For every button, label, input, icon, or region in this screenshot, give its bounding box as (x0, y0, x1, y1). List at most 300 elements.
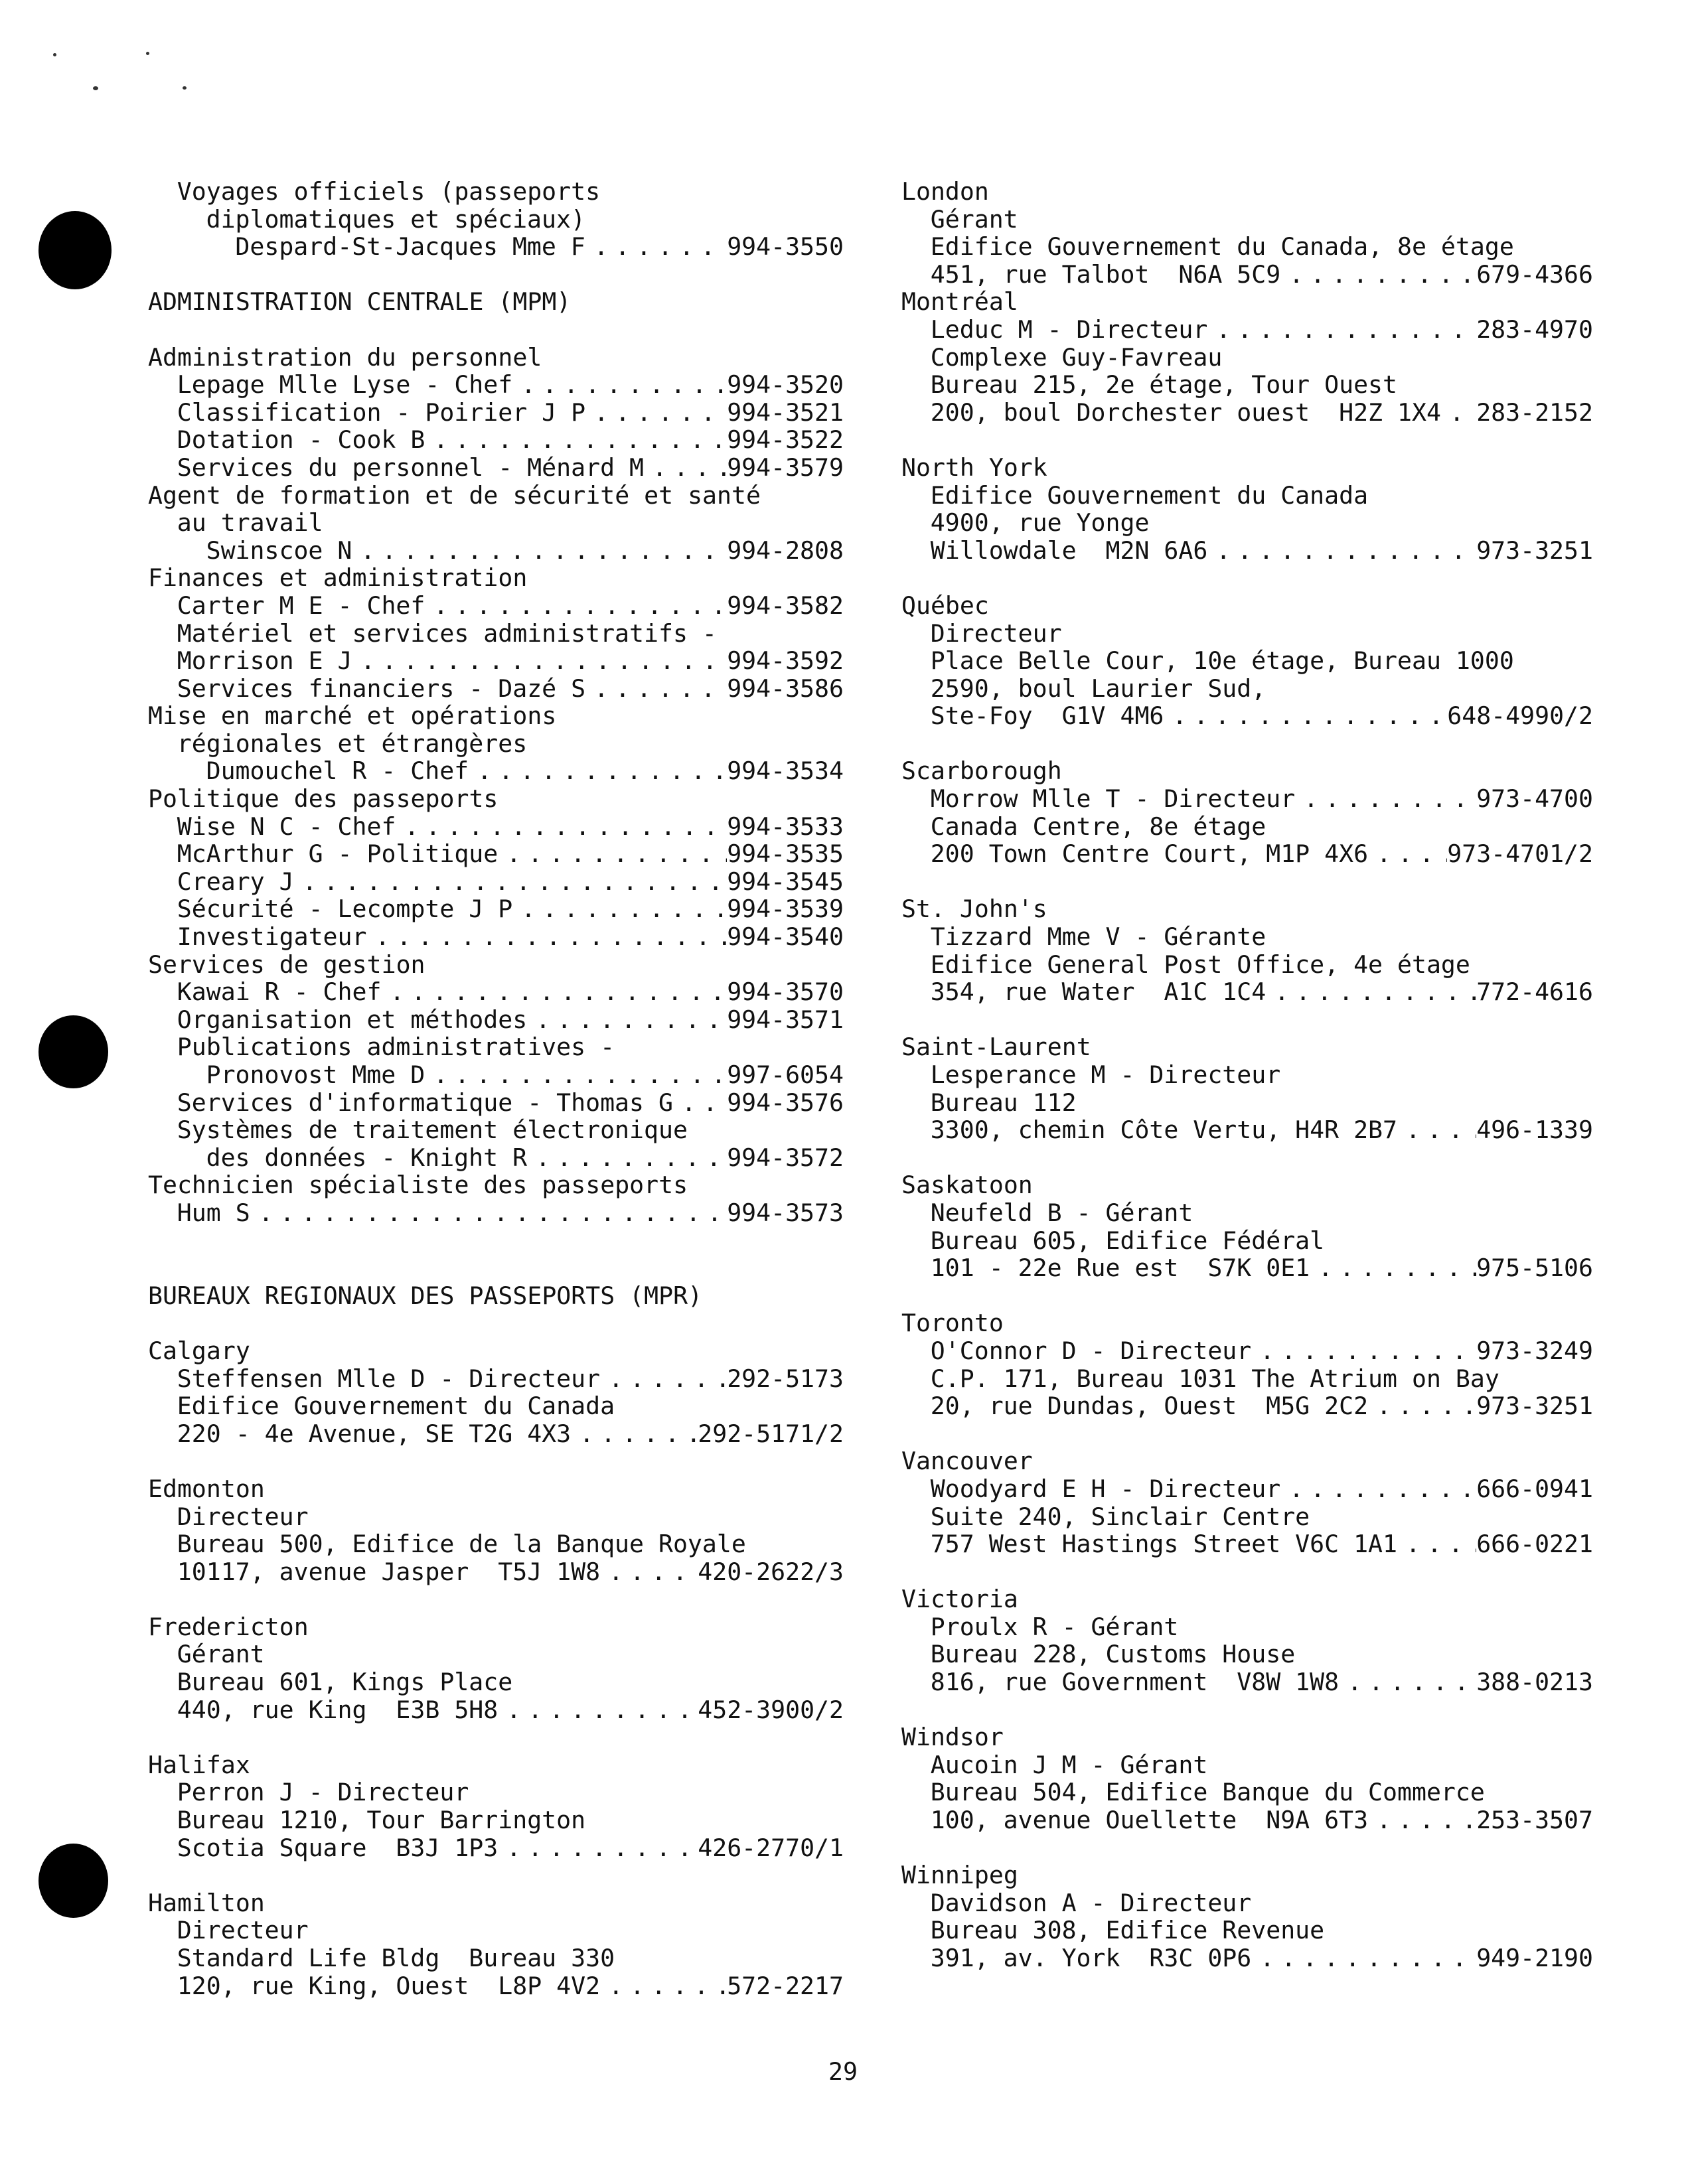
phone-number: 994-3570 (727, 978, 844, 1007)
directory-text-line (901, 371, 1593, 399)
entry-text: 2590, boul Laurier Sud, (930, 674, 1266, 703)
directory-text-line (148, 1917, 844, 1944)
entry-text: Mise en marché et opérations (148, 701, 557, 731)
spacer (901, 1144, 1593, 1172)
entry-text: 757 West Hastings Street V6C 1A1 (930, 1530, 1397, 1559)
entry-text: Technicien spécialiste des passeports (148, 1171, 688, 1200)
section-heading (901, 1309, 1593, 1337)
directory-text-line (901, 509, 1593, 537)
directory-entry (148, 454, 844, 482)
directory-entry (148, 813, 844, 841)
directory-text-line (901, 647, 1593, 675)
phone-number: 666-0941 (1476, 1474, 1593, 1503)
entry-text: Investigateur (177, 922, 367, 952)
entry-text: 200 Town Centre Court, M1P 4X6 (930, 839, 1369, 869)
directory-text-line (901, 675, 1593, 703)
page-number: 29 (828, 2057, 858, 2086)
entry-text: Calgary (148, 1336, 250, 1365)
dot-leader (512, 371, 727, 399)
dot-leader (381, 978, 727, 1006)
directory-entry (901, 978, 1593, 1006)
entry-text: 120, rue King, Ouest L8P 4V2 (177, 1971, 601, 2000)
dot-leader (425, 426, 727, 454)
section-heading (148, 1475, 844, 1503)
dot-leader (366, 923, 727, 951)
phone-number: 666-0221 (1476, 1530, 1593, 1559)
directory-entry (901, 1337, 1593, 1365)
directory-text-line (901, 1089, 1593, 1117)
entry-text: Services du personnel - Ménard M (177, 453, 644, 482)
entry-text: Neufeld B - Gérant (930, 1198, 1193, 1227)
dot-leader (527, 1006, 727, 1034)
directory-entry (901, 399, 1593, 427)
entry-text: Canada Centre, 8e étage (930, 812, 1266, 841)
directory-entry (148, 895, 844, 923)
entry-text: Directeur (177, 1502, 309, 1531)
entry-text: Tizzard Mme V - Gérante (930, 922, 1266, 952)
phone-number: 949-2190 (1476, 1944, 1593, 1972)
entry-text: 3300, chemin Côte Vertu, H4R 2B7 (930, 1116, 1397, 1145)
spacer (148, 1447, 844, 1475)
entry-text: Hum S (177, 1198, 250, 1227)
dot-leader (352, 647, 728, 675)
spacer (148, 1227, 844, 1282)
entry-text: 20, rue Dundas, Ouest M5G 2C2 (930, 1392, 1369, 1421)
phone-number: 973-3251 (1476, 536, 1593, 565)
entry-text: Edifice General Post Office, 4e étage (930, 950, 1470, 979)
entry-text: 4900, rue Yonge (930, 508, 1150, 538)
directory-entry (148, 1365, 844, 1393)
entry-text: Winnipeg (901, 1861, 1018, 1890)
entry-text: Morrison E J (177, 646, 352, 676)
dot-leader (585, 233, 727, 261)
directory-text-line (148, 1503, 844, 1531)
phone-number: 388-0213 (1476, 1668, 1593, 1697)
directory-entry (148, 840, 844, 868)
phone-number: 496-1339 (1476, 1116, 1593, 1145)
spacer (901, 1006, 1593, 1034)
entry-text: Voyages officiels (passeports (177, 177, 601, 206)
directory-text-line (148, 1944, 844, 1972)
directory-text-line (901, 951, 1593, 979)
left-column (148, 178, 844, 2000)
directory-text-line (901, 1227, 1593, 1255)
entry-text: Organisation et méthodes (177, 1005, 528, 1034)
directory-entry (148, 1061, 844, 1089)
dot-leader (352, 537, 727, 565)
spacer (148, 1309, 844, 1337)
directory-entry (148, 426, 844, 454)
entry-text: Ste-Foy G1V 4M6 (930, 701, 1164, 731)
directory-text-line (901, 813, 1593, 841)
entry-text: Victoria (901, 1585, 1018, 1614)
entry-text: Classification - Poirier J P (177, 398, 586, 427)
entry-text: diplomatiques et spéciaux) (206, 204, 585, 234)
entry-text: 391, av. York R3C 0P6 (930, 1944, 1252, 1972)
entry-text: Edifice Gouvernement du Canada (930, 480, 1369, 510)
directory-entry (148, 647, 844, 675)
dot-leader (1368, 1806, 1476, 1834)
entry-text: régionales et étrangères (177, 729, 528, 758)
directory-text-line (901, 1365, 1593, 1393)
directory-text-line (148, 1116, 844, 1144)
phone-number: 452-3900/2 (698, 1695, 844, 1724)
dot-leader (1368, 840, 1447, 868)
directory-text-line (901, 1751, 1593, 1779)
entry-text: Bureau 1210, Tour Barrington (177, 1806, 586, 1835)
dot-leader (1164, 702, 1447, 730)
section-heading (148, 564, 844, 592)
entry-text: St. John's (901, 895, 1047, 924)
directory-entry (148, 1006, 844, 1034)
scan-speck (93, 86, 98, 90)
directory-text-line (148, 1392, 844, 1420)
dot-leader (600, 1365, 727, 1393)
entry-text: Edifice Gouvernement du Canada (177, 1392, 615, 1421)
section-heading (148, 1613, 844, 1641)
directory-text-line (901, 482, 1593, 510)
dot-leader (498, 1696, 698, 1724)
directory-text-line (148, 1033, 844, 1061)
binding-hole-bottom (38, 1844, 108, 1918)
entry-text: Place Belle Cour, 10e étage, Bureau 1000 (930, 646, 1514, 676)
phone-number: 994-3534 (727, 757, 844, 786)
directory-text-line (901, 344, 1593, 372)
entry-text: Bureau 504, Edifice Banque du Commerce (930, 1778, 1485, 1807)
entry-text: Woodyard E H - Directeur (930, 1474, 1281, 1503)
dot-leader (1280, 1475, 1476, 1503)
dot-leader (1207, 316, 1476, 344)
entry-text: Directeur (930, 619, 1062, 648)
phone-number: 283-4970 (1476, 315, 1593, 344)
entry-text: 220 - 4e Avenue, SE T2G 4X3 (177, 1419, 572, 1448)
dot-leader (425, 592, 727, 620)
dot-leader (1266, 978, 1476, 1006)
section-heading (901, 178, 1593, 206)
scan-speck (53, 53, 56, 56)
phone-number: 975-5106 (1476, 1254, 1593, 1283)
entry-text: au travail (177, 508, 323, 538)
entry-text: ADMINISTRATION CENTRALE (MPM) (148, 287, 572, 317)
entry-text: 100, avenue Ouellette N9A 6T3 (930, 1806, 1369, 1835)
directory-entry (901, 537, 1593, 565)
entry-text: Bureau 112 (930, 1088, 1077, 1117)
phone-number: 994-3522 (727, 425, 844, 455)
directory-entry (901, 785, 1593, 813)
section-heading (148, 785, 844, 813)
directory-entry (148, 1834, 844, 1862)
section-heading (901, 1861, 1593, 1889)
directory-text-line (148, 206, 844, 234)
entry-text: Lepage Mlle Lyse - Chef (177, 370, 513, 400)
entry-text: O'Connor D - Directeur (930, 1336, 1252, 1365)
entry-text: Scotia Square B3J 1P3 (177, 1833, 498, 1862)
entry-text: Standard Life Bldg Bureau 330 (177, 1944, 615, 1972)
entry-text: Dotation - Cook B (177, 425, 425, 455)
entry-text: Edifice Gouvernement du Canada, 8e étage (930, 232, 1514, 261)
entry-text: London (901, 177, 989, 206)
directory-entry (148, 371, 844, 399)
section-heading (901, 454, 1593, 482)
scan-speck (146, 52, 149, 55)
phone-number: 679-4366 (1476, 259, 1593, 289)
dot-leader (1339, 1668, 1476, 1696)
entry-text: Montréal (901, 287, 1018, 317)
entry-text: Kawai R - Chef (177, 978, 382, 1007)
phone-number: 973-4701/2 (1447, 839, 1593, 869)
entry-text: BUREAUX REGIONAUX DES PASSEPORTS (MPR) (148, 1281, 703, 1310)
entry-text: Bureau 601, Kings Place (177, 1668, 513, 1697)
entry-text: 101 - 22e Rue est S7K 0E1 (930, 1254, 1310, 1283)
directory-text-line (901, 206, 1593, 234)
phone-number: 973-3249 (1476, 1336, 1593, 1365)
spacer (901, 426, 1593, 454)
directory-entry (148, 1558, 844, 1586)
directory-entry (148, 675, 844, 703)
phone-number: 994-3535 (727, 839, 844, 869)
entry-text: Wise N C - Chef (177, 812, 396, 841)
entry-text: Windsor (901, 1723, 1004, 1752)
phone-number: 292-5173 (727, 1364, 844, 1393)
section-heading (148, 1751, 844, 1779)
directory-text-line (901, 923, 1593, 951)
spacer (148, 316, 844, 344)
directory-text-line (148, 1640, 844, 1668)
directory-text-line (148, 509, 844, 537)
directory-text-line (148, 1668, 844, 1696)
directory-text-line (148, 1530, 844, 1558)
entry-text: Pronovost Mme D (206, 1060, 425, 1089)
entry-text: 354, rue Water A1C 1C4 (930, 978, 1266, 1007)
directory-entry (148, 399, 844, 427)
entry-text: Scarborough (901, 757, 1062, 786)
entry-text: Sécurité - Lecompte J P (177, 895, 513, 924)
entry-text: Politique des passeports (148, 784, 498, 814)
directory-entry (148, 592, 844, 620)
directory-text-line (901, 1640, 1593, 1668)
phone-number: 994-3539 (727, 895, 844, 924)
directory-entry (148, 1420, 844, 1448)
entry-text: Systèmes de traitement électronique (177, 1116, 688, 1145)
directory-entry (901, 1254, 1593, 1282)
directory-entry (901, 1806, 1593, 1834)
entry-text: Publications administratives - (177, 1033, 615, 1062)
spacer (148, 1585, 844, 1613)
dot-leader (1397, 1530, 1476, 1558)
phone-number: 994-3573 (727, 1198, 844, 1227)
section-heading (901, 592, 1593, 620)
dot-leader (527, 1144, 727, 1172)
phone-number: 994-3571 (727, 1005, 844, 1034)
section-heading (148, 1337, 844, 1365)
section-heading (901, 895, 1593, 923)
entry-text: Services financiers - Dazé S (177, 674, 586, 703)
section-heading (148, 344, 844, 372)
directory-text-line (148, 1779, 844, 1806)
directory-entry (901, 316, 1593, 344)
entry-text: Saskatoon (901, 1171, 1033, 1200)
dot-leader (600, 1972, 727, 2000)
dot-leader (425, 1061, 727, 1089)
dot-leader (498, 840, 727, 868)
directory-text-line (901, 1889, 1593, 1917)
entry-text: Bureau 605, Edifice Fédéral (930, 1226, 1325, 1255)
dot-leader (396, 813, 727, 841)
entry-text: Carter M E - Chef (177, 591, 425, 620)
dot-leader (571, 1420, 698, 1448)
phone-number: 648-4990/2 (1447, 701, 1593, 731)
phone-number: 772-4616 (1476, 978, 1593, 1007)
directory-text-line (901, 233, 1593, 261)
binding-hole-middle (38, 1015, 108, 1088)
section-heading (901, 1585, 1593, 1613)
directory-entry (901, 702, 1593, 730)
phone-number: 994-3592 (727, 646, 844, 676)
section-heading (148, 702, 844, 730)
spacer (148, 1861, 844, 1889)
entry-text: des données - Knight R (206, 1143, 528, 1172)
directory-entry (148, 1199, 844, 1227)
section-heading (148, 1282, 844, 1310)
phone-number: 994-3521 (727, 398, 844, 427)
spacer (901, 1282, 1593, 1310)
section-heading (148, 1889, 844, 1917)
directory-entry (148, 978, 844, 1006)
entry-text: Finances et administration (148, 563, 528, 593)
directory-entry (148, 1089, 844, 1117)
entry-text: Directeur (177, 1916, 309, 1945)
section-heading (901, 1447, 1593, 1475)
directory-text-line (148, 178, 844, 206)
directory-text-line (148, 1806, 844, 1834)
directory-text-line (901, 1613, 1593, 1641)
phone-number: 292-5171/2 (698, 1419, 844, 1448)
entry-text: Saint-Laurent (901, 1033, 1091, 1062)
phone-number: 994-2808 (727, 536, 844, 565)
phone-number: 994-3576 (727, 1088, 844, 1117)
entry-text: 451, rue Talbot N6A 5C9 (930, 259, 1281, 289)
directory-text-line (901, 1917, 1593, 1944)
entry-text: Services d'informatique - Thomas G (177, 1088, 673, 1117)
dot-leader (1397, 1116, 1476, 1144)
directory-text-line (148, 730, 844, 758)
entry-text: 440, rue King E3B 5H8 (177, 1695, 498, 1724)
entry-text: Halifax (148, 1750, 250, 1779)
directory-entry (148, 757, 844, 785)
entry-text: Morrow Mlle T - Directeur (930, 784, 1296, 814)
entry-text: Leduc M - Directeur (930, 315, 1208, 344)
directory-entry (148, 923, 844, 951)
scan-speck (183, 86, 187, 90)
dot-leader (469, 757, 727, 785)
section-heading (148, 482, 844, 510)
directory-text-line (901, 1199, 1593, 1227)
directory-entry (901, 1668, 1593, 1696)
phone-number: 994-3579 (727, 453, 844, 482)
directory-entry (901, 261, 1593, 289)
entry-text: Swinscoe N (206, 536, 352, 565)
section-heading (901, 1723, 1593, 1751)
phone-number: 994-3572 (727, 1143, 844, 1172)
phone-number: 997-6054 (727, 1060, 844, 1089)
dot-leader (512, 895, 727, 923)
spacer (901, 564, 1593, 592)
directory-entry (148, 537, 844, 565)
entry-text: Complexe Guy-Favreau (930, 342, 1223, 372)
dot-leader (250, 1199, 728, 1227)
dot-leader (1280, 261, 1476, 289)
dot-leader (498, 1834, 698, 1862)
entry-text: 10117, avenue Jasper T5J 1W8 (177, 1557, 601, 1586)
dot-leader (585, 675, 727, 703)
entry-text: Perron J - Directeur (177, 1778, 469, 1807)
section-heading (901, 1171, 1593, 1199)
directory-text-line (901, 1779, 1593, 1806)
directory-entry (901, 1116, 1593, 1144)
entry-text: Gérant (177, 1640, 265, 1669)
entry-text: Gérant (930, 204, 1018, 234)
entry-text: Steffensen Mlle D - Directeur (177, 1364, 601, 1393)
spacer (901, 1558, 1593, 1586)
entry-text: North York (901, 453, 1047, 482)
entry-text: Matériel et services administratifs - (177, 619, 717, 648)
entry-text: Aucoin J M - Gérant (930, 1750, 1208, 1779)
section-heading (901, 757, 1593, 785)
entry-text: Toronto (901, 1309, 1004, 1338)
dot-leader (1207, 537, 1476, 565)
dot-leader (1368, 1392, 1476, 1420)
entry-text: Edmonton (148, 1474, 265, 1503)
directory-entry (148, 1144, 844, 1172)
entry-text: Dumouchel R - Chef (206, 757, 469, 786)
entry-text: Bureau 308, Edifice Revenue (930, 1916, 1325, 1945)
directory-entry (901, 1530, 1593, 1558)
phone-number: 994-3520 (727, 370, 844, 400)
directory-entry (148, 233, 844, 261)
entry-text: Vancouver (901, 1447, 1033, 1476)
entry-text: McArthur G - Politique (177, 839, 498, 869)
entry-text: Services de gestion (148, 950, 425, 979)
entry-text: Administration du personnel (148, 342, 542, 372)
right-column (901, 178, 1593, 1972)
dot-leader (600, 1558, 698, 1586)
phone-number: 426-2770/1 (698, 1833, 844, 1862)
entry-text: Bureau 215, 2e étage, Tour Ouest (930, 370, 1397, 400)
spacer (901, 730, 1593, 758)
phone-number: 994-3540 (727, 922, 844, 952)
entry-text: Creary J (177, 867, 294, 896)
section-heading (148, 1171, 844, 1199)
dot-leader (1310, 1254, 1476, 1282)
entry-text: Lesperance M - Directeur (930, 1060, 1281, 1089)
dot-leader (1441, 399, 1476, 427)
entry-text: Québec (901, 591, 989, 620)
entry-text: Despard-St-Jacques Mme F (235, 232, 585, 261)
phone-number: 420-2622/3 (698, 1557, 844, 1586)
entry-text: Proulx R - Gérant (930, 1612, 1179, 1641)
entry-text: 816, rue Government V8W 1W8 (930, 1668, 1340, 1697)
spacer (148, 1723, 844, 1751)
entry-text: Willowdale M2N 6A6 (930, 536, 1208, 565)
spacer (901, 868, 1593, 896)
entry-text: Suite 240, Sinclair Centre (930, 1502, 1310, 1531)
directory-entry (148, 1696, 844, 1724)
entry-text: Fredericton (148, 1612, 309, 1641)
entry-text: Agent de formation et de sécurité et santé (148, 480, 761, 510)
phone-number: 994-3533 (727, 812, 844, 841)
dot-leader (585, 399, 727, 427)
section-heading (901, 1033, 1593, 1061)
